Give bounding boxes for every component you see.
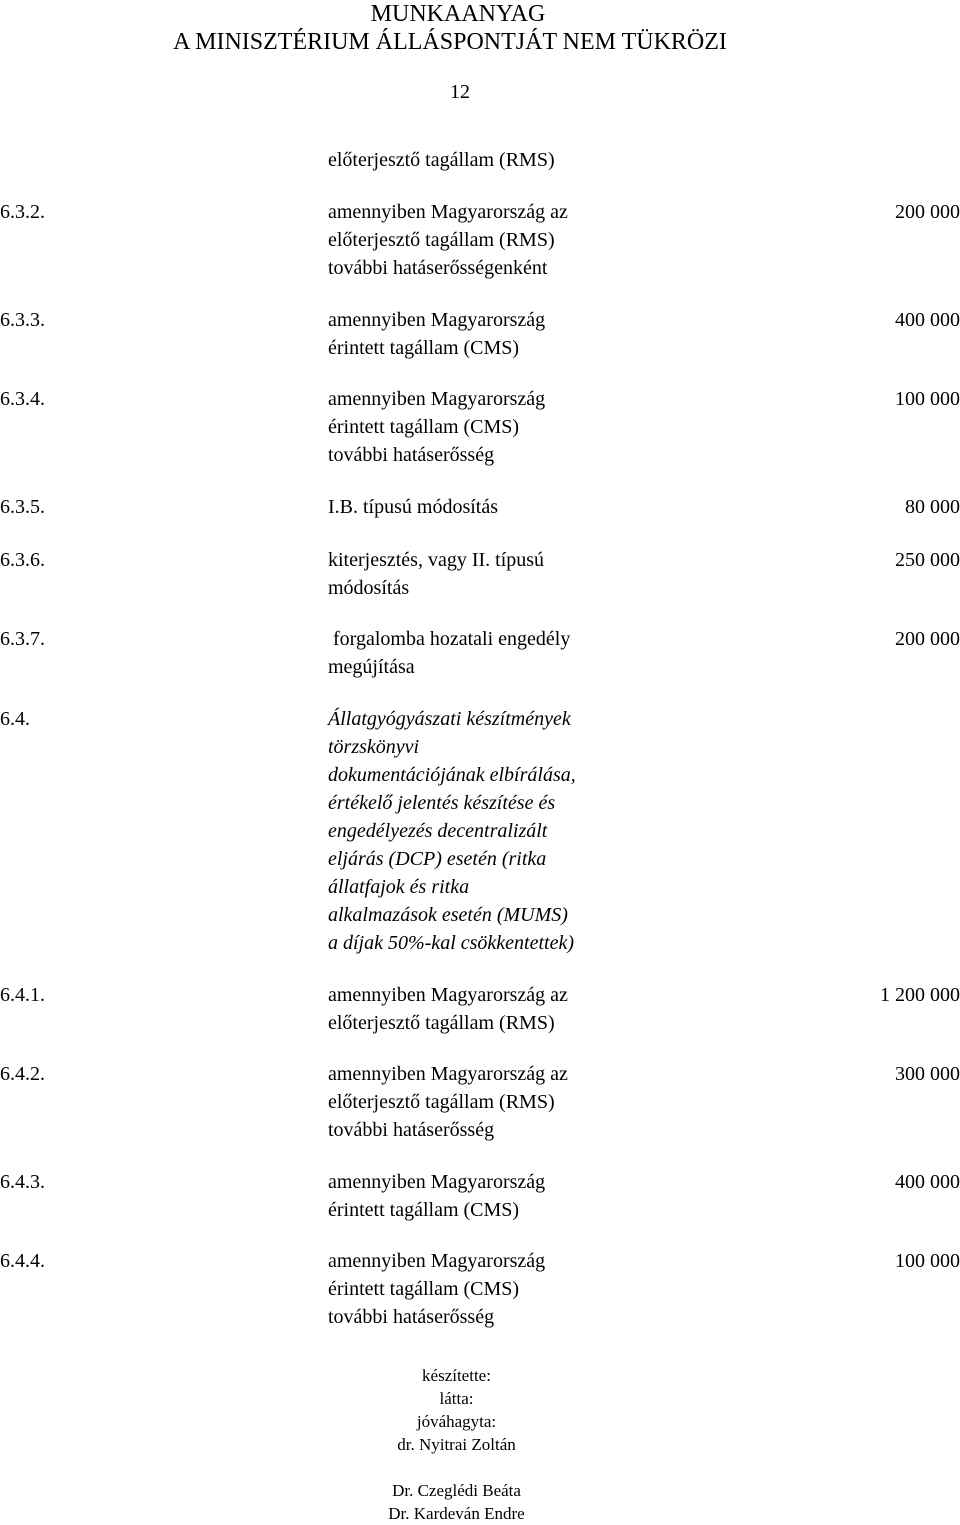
desc-line: további hatáserősség [328, 444, 495, 466]
reviewed-by-label: látta: [439, 1389, 474, 1408]
desc-line: dokumentációjának elbírálása, [328, 764, 576, 786]
document-header [0, 0, 960, 56]
desc-line: amennyiben Magyarország [328, 1171, 546, 1193]
fee-description [328, 1168, 658, 1224]
desc-line: további hatáserősség [328, 1119, 495, 1141]
desc-line: a díjak 50%-kal csökkentettek) [328, 932, 574, 954]
fee-amount: 400 000 [895, 1171, 960, 1193]
fee-amount: 200 000 [895, 628, 960, 650]
desc-line: érintett tagállam (CMS) [328, 416, 520, 438]
desc-line: érintett tagállam (CMS) [328, 337, 520, 359]
desc-line: állatfajok és ritka [328, 876, 470, 898]
prepared-by-label: készítette: [422, 1366, 491, 1385]
fee-amount: 400 000 [895, 309, 960, 331]
desc-line: előterjesztő tagállam (RMS) [328, 149, 555, 171]
fee-description [328, 1247, 658, 1331]
fee-amount: 1 200 000 [880, 984, 960, 1006]
desc-line: megújítása [328, 656, 415, 678]
desc-line: forgalomba hozatali engedély [328, 628, 571, 650]
item-number: 6.4.4. [0, 1250, 45, 1272]
fee-description [328, 146, 658, 174]
fee-amount: 250 000 [895, 549, 960, 571]
header-line-1: MUNKAANYAG [370, 1, 546, 27]
item-number: 6.3.3. [0, 309, 45, 331]
desc-line: amennyiben Magyarország [328, 388, 546, 410]
signatory-name: dr. Nyitrai Zoltán [397, 1435, 516, 1454]
desc-line: amennyiben Magyarország [328, 1250, 546, 1272]
signatory-name: Dr. Czeglédi Beáta [392, 1481, 521, 1500]
item-number: 6.3.2. [0, 201, 45, 223]
fee-description [328, 1060, 658, 1144]
fee-amount: 300 000 [895, 1063, 960, 1085]
fee-description [328, 981, 658, 1037]
fee-description [328, 306, 658, 362]
fee-amount: 100 000 [895, 388, 960, 410]
item-number: 6.4. [0, 708, 30, 730]
approved-by-label: jóváhagyta: [416, 1412, 497, 1431]
desc-line: értékelő jelentés készítése és [328, 792, 556, 814]
item-number: 6.3.6. [0, 549, 45, 571]
desc-line: alkalmazások esetén (MUMS) [328, 904, 568, 926]
desc-line: amennyiben Magyarország az [328, 201, 568, 223]
desc-line: kiterjesztés, vagy II. típusú [328, 549, 545, 571]
page-number: 12 [450, 81, 470, 103]
item-number: 6.4.3. [0, 1171, 45, 1193]
item-number: 6.4.2. [0, 1063, 45, 1085]
header-line-2: A MINISZTÉRIUM ÁLLÁSPONTJÁT NEM TÜKRÖZI [173, 29, 727, 55]
desc-line: módosítás [328, 577, 410, 599]
fee-description [328, 625, 658, 681]
item-number: 6.3.4. [0, 388, 45, 410]
fee-description [328, 385, 658, 469]
desc-line: további hatáserősségenként [328, 257, 548, 279]
desc-line: engedélyezés decentralizált [328, 820, 548, 842]
desc-line: amennyiben Magyarország [328, 309, 546, 331]
desc-line: előterjesztő tagállam (RMS) [328, 229, 555, 251]
item-number: 6.4.1. [0, 984, 45, 1006]
item-number: 6.3.5. [0, 496, 45, 518]
fee-amount: 200 000 [895, 201, 960, 223]
signature-block [300, 1364, 613, 1525]
desc-line: törzskönyvi [328, 736, 420, 758]
desc-line: érintett tagállam (CMS) [328, 1199, 520, 1221]
desc-line: amennyiben Magyarország az [328, 984, 568, 1006]
fee-amount: 100 000 [895, 1250, 960, 1272]
fee-description [328, 546, 658, 602]
signatory-name: Dr. Kardeván Endre [388, 1504, 525, 1523]
desc-line: előterjesztő tagállam (RMS) [328, 1091, 555, 1113]
fee-amount: 80 000 [905, 496, 960, 518]
section-description [328, 705, 658, 957]
desc-line: előterjesztő tagállam (RMS) [328, 1012, 555, 1034]
desc-line: további hatáserősség [328, 1306, 495, 1328]
fee-description [328, 198, 658, 282]
desc-line: Állatgyógyászati készítmények [328, 708, 571, 730]
desc-line: amennyiben Magyarország az [328, 1063, 568, 1085]
signature-spacer [300, 1456, 613, 1479]
desc-line: érintett tagállam (CMS) [328, 1278, 520, 1300]
item-number: 6.3.7. [0, 628, 45, 650]
desc-line: eljárás (DCP) esetén (ritka [328, 848, 547, 870]
fee-description [328, 493, 658, 521]
desc-line: I.B. típusú módosítás [328, 496, 499, 518]
